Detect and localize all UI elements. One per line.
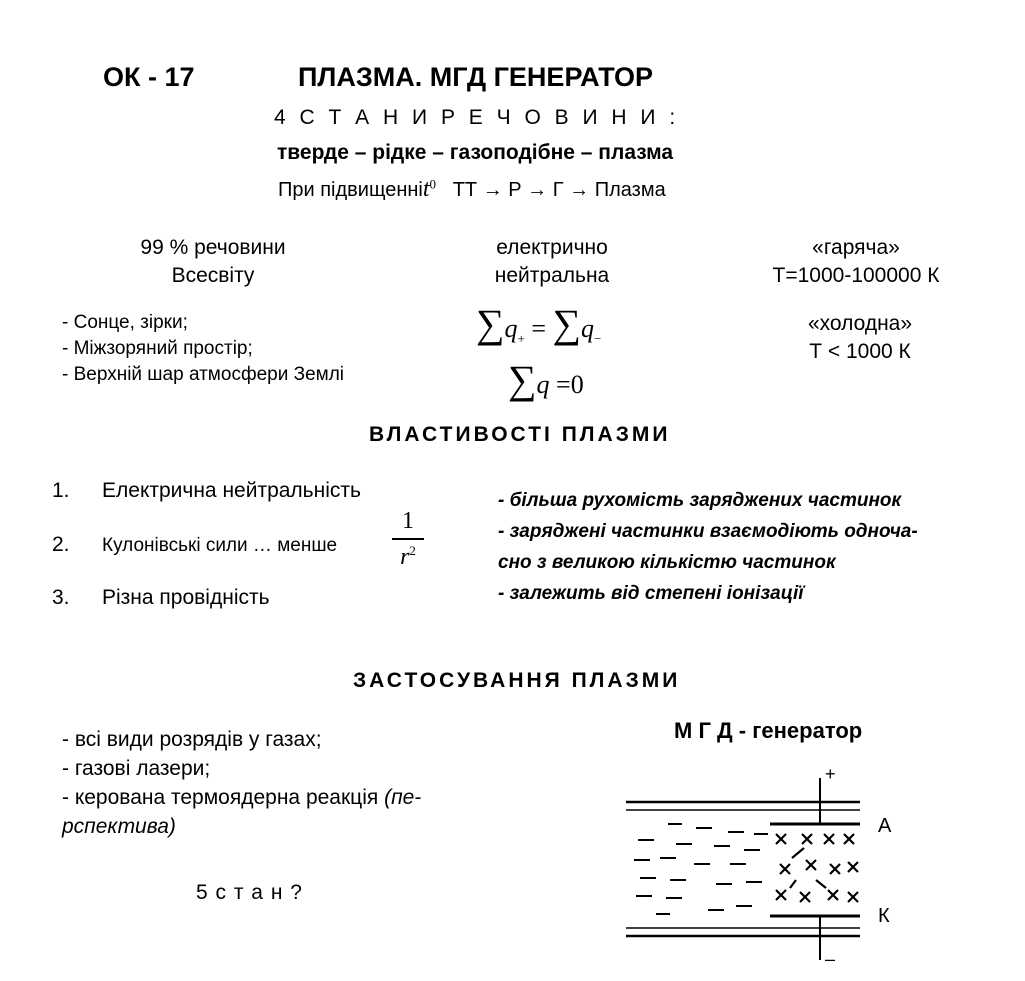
ok-code: ОК - 17 <box>103 62 195 92</box>
property-note-2: - заряджені частинки взаємодіють одноча- <box>498 521 918 542</box>
property-note-4: - залежить від степені іонізації <box>498 583 804 604</box>
state-liquid: Р <box>508 179 522 201</box>
states-list: тверде – рідке – газоподібне – плазма <box>277 141 674 164</box>
example-1: - Сонце, зірки; <box>62 312 188 333</box>
neutral-line2: нейтральна <box>494 264 610 287</box>
fifth-state-question: 5 с т а н ? <box>196 881 303 904</box>
inverse-square-fraction: 1 $r^2$ <box>392 508 424 571</box>
flow-particles <box>634 824 768 914</box>
arrow-icon: → <box>482 179 503 201</box>
arrow-icon: → <box>569 179 590 201</box>
property-2-num: 2. <box>52 533 70 556</box>
property-1-text: Електрична нейтральність <box>102 479 361 502</box>
state-plasma: Плазма <box>594 179 666 201</box>
temperature-symbol: t <box>422 176 430 202</box>
cold-label: «холодна» <box>807 312 913 335</box>
heating-prefix: При підвищенні <box>278 179 423 201</box>
property-note-1: - більша рухомість заряджених частинок <box>498 490 902 511</box>
minus-sign: – <box>825 949 836 969</box>
property-3-num: 3. <box>52 586 70 609</box>
charge-balance-equation: $\sum q_+ = \sum q_-$ <box>476 301 602 346</box>
example-3: - Верхній шар атмосфери Землі <box>62 364 345 385</box>
state-solid: ТТ <box>452 179 478 201</box>
page-title: ПЛАЗМА. МГД ГЕНЕРАТОР <box>298 62 654 92</box>
application-2: - газові лазери; <box>62 757 211 780</box>
property-1-num: 1. <box>52 479 70 502</box>
property-note-3: сно з великою кількістю частинок <box>498 552 836 573</box>
mhd-generator-diagram <box>620 760 910 970</box>
temperature-sup: 0 <box>429 176 437 192</box>
property-3-text: Різна провідність <box>102 586 270 609</box>
ionized-particles <box>776 834 858 902</box>
label-anode: А <box>878 815 892 837</box>
example-2: - Міжзоряний простір; <box>62 338 253 359</box>
hot-range: Т=1000-100000 К <box>772 264 940 287</box>
heating-sequence <box>278 176 666 203</box>
total-charge-equation: ∑q =0 <box>508 357 584 402</box>
application-3: - керована термоядерна реакція (пе- <box>62 786 422 809</box>
universe-line1: 99 % речовини <box>140 236 286 259</box>
applications-heading: ЗАСТОСУВАННЯ ПЛАЗМИ <box>353 669 681 692</box>
application-3-cont: рспектива) <box>62 815 176 838</box>
property-2-text: Кулонівські сили … менше <box>102 535 338 556</box>
cold-range: Т < 1000 К <box>809 340 911 363</box>
hot-label: «гаряча» <box>812 236 900 259</box>
properties-heading: ВЛАСТИВОСТІ ПЛАЗМИ <box>369 423 671 446</box>
application-1: - всі види розрядів у газах; <box>62 728 322 751</box>
plus-sign: + <box>825 764 836 784</box>
universe-line2: Всесвіту <box>171 264 255 287</box>
mhd-title: М Г Д - генератор <box>674 718 863 743</box>
neutral-line1: електрично <box>496 236 608 259</box>
arrow-icon: → <box>527 179 548 201</box>
states-heading: 4 С Т А Н И Р Е Ч О В И Н И : <box>274 106 680 129</box>
state-gas: Г <box>552 179 564 201</box>
label-cathode: К <box>878 905 890 927</box>
